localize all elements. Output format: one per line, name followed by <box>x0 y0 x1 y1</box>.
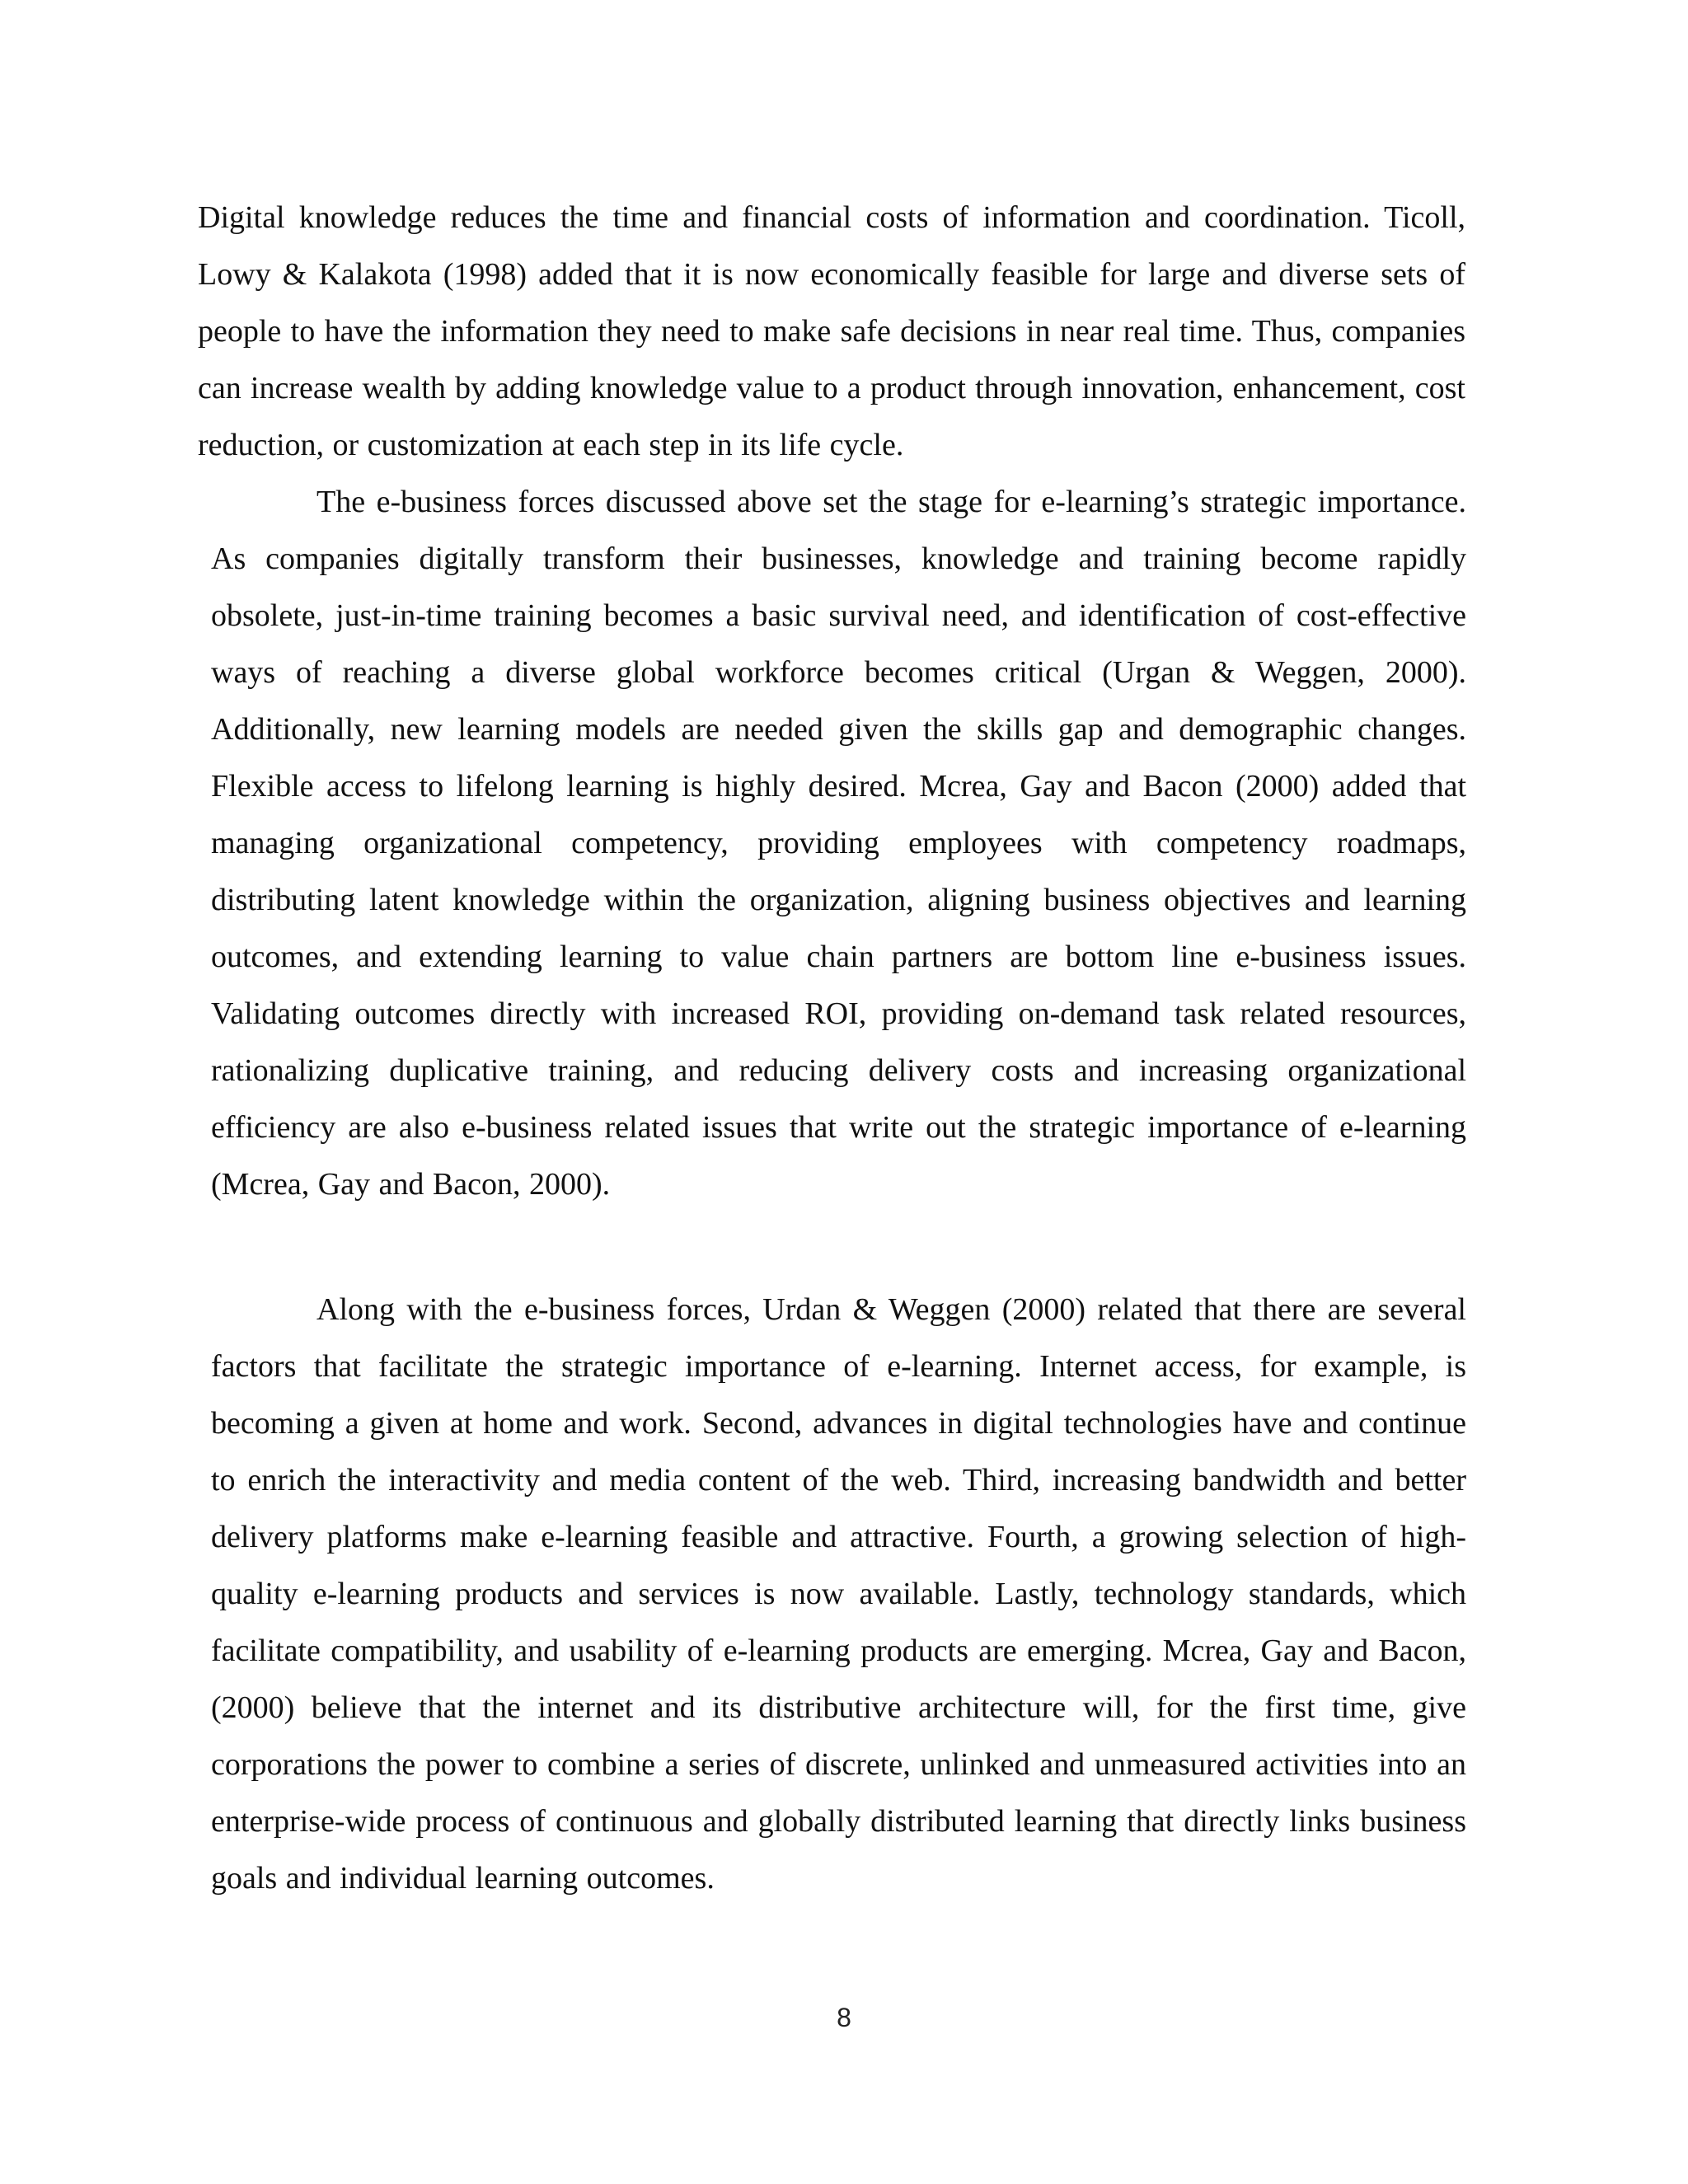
paragraph-digital-knowledge: Digital knowledge reduces the time and financial costs of information and coordination. Ticoll, Lowy & Kalakota (1998) added that it is now economically feasible for large and diverse sets of people to have the information they need to make safe decisions in near real time. Thus, companies can increase wealth by adding knowledge value to a product through innovation, enhancement, cost reduction, or customization at each step in its life cycle. <box>198 200 1465 462</box>
paragraph-facilitating-factors: Along with the e-business forces, Urdan & Weggen (2000) related that there are several factors that facilitate the strategic importance of e-learning. Internet access, for example, is becoming a given at home and work. Second, advances in digital technologies have and continue to enrich the interactivity and media content of the web. Third, increasing bandwidth and better delivery platforms make e-learning feasible and attractive. Fourth, a growing selection of high-quality e-learning products and services is now available. Lastly, technology standards, which facilitate compatibility, and usability of e-learning products are emerging. Mcrea, Gay and Bacon, (2000) believe that the internet and its distributive architecture will, for the first time, give corporations the power to combine a series of discrete, unlinked and unmeasured activities into an enterprise-wide process of continuous and globally distributed learning that directly links business goals and individual learning outcomes. <box>211 1292 1466 1896</box>
page-number: 8 <box>837 2003 851 2032</box>
paragraph-e-business-forces: The e-business forces discussed above set the stage for e-learning’s strategic importance. As companies digitally transform their businesses, knowledge and training become rapidly obsolete, just-in-time training becomes a basic survival need, and identification of cost-effective ways of reaching a diverse global workforce becomes critical (Urgan & Weggen, 2000). Additionally, new learning models are needed given the skills gap and demographic changes. Flexible access to lifelong learning is highly desired. Mcrea, Gay and Bacon (2000) added that managing organizational competency, providing employees with competency roadmaps, distributing latent knowledge within the organization, aligning business objectives and learning outcomes, and extending learning to value chain partners are bottom line e-business issues. Validating outcomes directly with increased ROI, providing on-demand task related resources, rationalizing duplicative training, and reducing delivery costs and increasing organizational efficiency are also e-business related issues that write out the strategic importance of e-learning (Mcrea, Gay and Bacon, 2000). <box>211 485 1466 1202</box>
